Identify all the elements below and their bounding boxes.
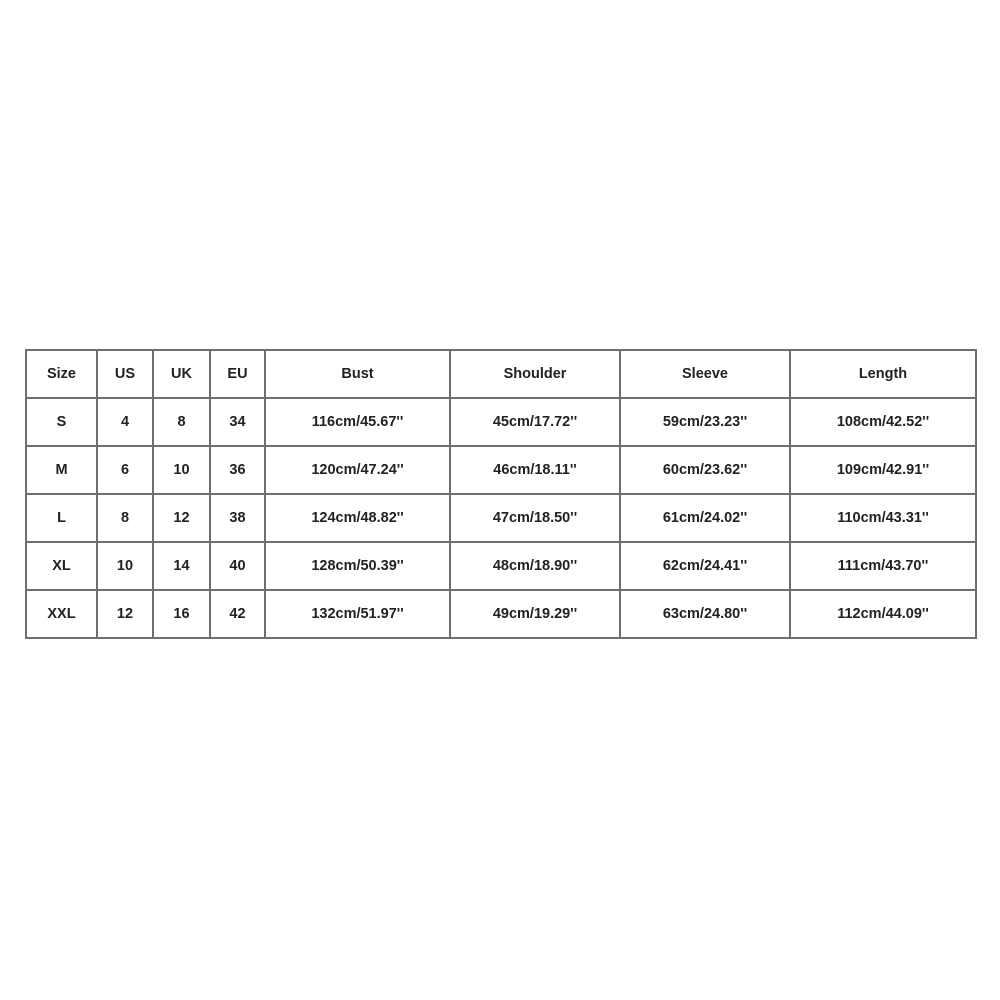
header-cell-size: Size bbox=[26, 350, 97, 398]
cell-uk: 12 bbox=[153, 494, 210, 542]
table-row bbox=[26, 398, 976, 446]
cell-size: S bbox=[26, 398, 97, 446]
cell-bust: 132cm/51.97'' bbox=[265, 590, 450, 638]
cell-shoulder: 48cm/18.90'' bbox=[450, 542, 620, 590]
header-row bbox=[26, 350, 976, 398]
header-cell-us: US bbox=[97, 350, 153, 398]
header-cell-uk: UK bbox=[153, 350, 210, 398]
cell-us: 6 bbox=[97, 446, 153, 494]
cell-uk: 14 bbox=[153, 542, 210, 590]
cell-size: M bbox=[26, 446, 97, 494]
cell-length: 109cm/42.91'' bbox=[790, 446, 976, 494]
cell-us: 10 bbox=[97, 542, 153, 590]
header-cell-shoulder: Shoulder bbox=[450, 350, 620, 398]
cell-bust: 116cm/45.67'' bbox=[265, 398, 450, 446]
table-row bbox=[26, 494, 976, 542]
cell-shoulder: 47cm/18.50'' bbox=[450, 494, 620, 542]
cell-eu: 40 bbox=[210, 542, 265, 590]
cell-eu: 42 bbox=[210, 590, 265, 638]
cell-uk: 16 bbox=[153, 590, 210, 638]
cell-us: 4 bbox=[97, 398, 153, 446]
cell-uk: 8 bbox=[153, 398, 210, 446]
size-chart-table bbox=[25, 349, 977, 639]
cell-bust: 124cm/48.82'' bbox=[265, 494, 450, 542]
cell-uk: 10 bbox=[153, 446, 210, 494]
cell-eu: 34 bbox=[210, 398, 265, 446]
header-cell-sleeve: Sleeve bbox=[620, 350, 790, 398]
cell-size: XXL bbox=[26, 590, 97, 638]
cell-bust: 120cm/47.24'' bbox=[265, 446, 450, 494]
cell-length: 111cm/43.70'' bbox=[790, 542, 976, 590]
header-cell-bust: Bust bbox=[265, 350, 450, 398]
cell-size: XL bbox=[26, 542, 97, 590]
cell-size: L bbox=[26, 494, 97, 542]
cell-sleeve: 59cm/23.23'' bbox=[620, 398, 790, 446]
table-row bbox=[26, 542, 976, 590]
cell-us: 12 bbox=[97, 590, 153, 638]
cell-shoulder: 46cm/18.11'' bbox=[450, 446, 620, 494]
cell-length: 112cm/44.09'' bbox=[790, 590, 976, 638]
cell-length: 110cm/43.31'' bbox=[790, 494, 976, 542]
cell-eu: 38 bbox=[210, 494, 265, 542]
cell-eu: 36 bbox=[210, 446, 265, 494]
cell-us: 8 bbox=[97, 494, 153, 542]
cell-shoulder: 45cm/17.72'' bbox=[450, 398, 620, 446]
header-cell-eu: EU bbox=[210, 350, 265, 398]
table-row bbox=[26, 446, 976, 494]
cell-sleeve: 63cm/24.80'' bbox=[620, 590, 790, 638]
cell-bust: 128cm/50.39'' bbox=[265, 542, 450, 590]
cell-length: 108cm/42.52'' bbox=[790, 398, 976, 446]
cell-shoulder: 49cm/19.29'' bbox=[450, 590, 620, 638]
cell-sleeve: 62cm/24.41'' bbox=[620, 542, 790, 590]
header-cell-length: Length bbox=[790, 350, 976, 398]
cell-sleeve: 60cm/23.62'' bbox=[620, 446, 790, 494]
table-row bbox=[26, 590, 976, 638]
cell-sleeve: 61cm/24.02'' bbox=[620, 494, 790, 542]
